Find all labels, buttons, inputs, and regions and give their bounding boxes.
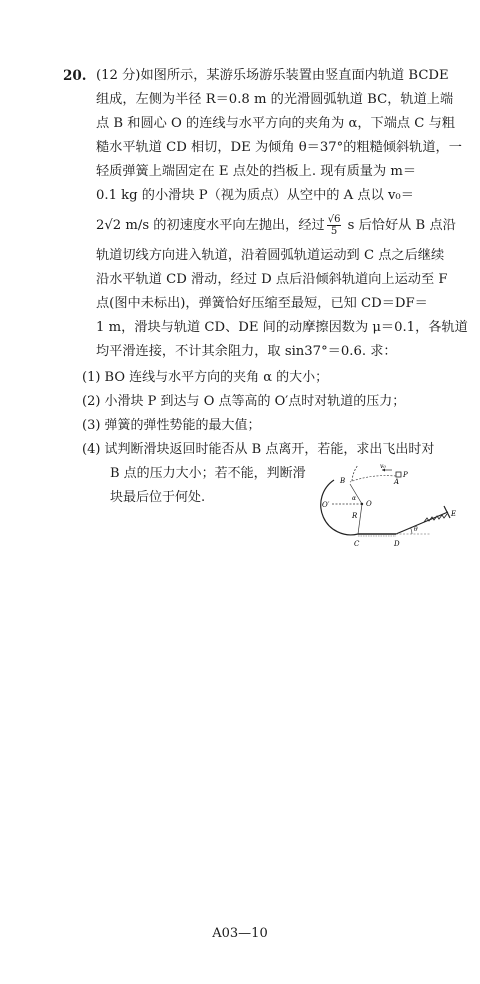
theta-arc [411,528,412,534]
question-line-12: 均平滑连接，不计其余阻力，取 sin37°＝0.6. 求： [96,344,397,359]
block-p [396,472,401,477]
sub-question-4-line-3: 块最后位于何处. [110,490,206,505]
question-number: 20. [63,68,87,84]
arc-dashed [352,465,358,481]
sub-question-3: (3) 弹簧的弹性势能的最大值； [82,418,261,433]
question-line-10: 点(图中未标出)，弹簧恰好压缩至最短，已知 CD＝DF＝ [96,296,428,311]
label-b: B [340,477,346,485]
time-fraction [327,214,342,237]
time-suffix-text: s 后恰好从 B 点沿 [343,218,456,233]
fraction-denominator: 5 [330,226,338,237]
question-line-5: 轻质弹簧上端固定在 E 点处的挡板上. 现有质量为 m＝ [96,164,417,179]
label-o-prime: O′ [322,501,330,509]
label-theta: θ [414,526,418,533]
sub-question-2: (2) 小滑块 P 到达与 O 点等高的 O′点时对轨道的压力； [82,394,406,409]
label-r: R [352,512,358,520]
label-d: D [394,540,400,548]
initial-speed-text: 2√2 m/s 的初速度水平向左抛出，经过 [96,218,325,233]
question-line-7 [96,212,456,240]
question-line-6: 0.1 kg 的小滑块 P（视为质点）从空中的 A 点以 v₀＝ [96,188,414,203]
question-line-4: 糙水平轨道 CD 相切，DE 为倾角 θ＝37°的粗糙倾斜轨道，一 [96,140,462,155]
question-line-9: 沿水平轨道 CD 滑动，经过 D 点后沿倾斜轨道向上运动至 F [96,272,448,287]
label-alpha: α [352,495,357,502]
page-footer: A03—10 [212,926,268,941]
label-v0: v₀ [380,463,386,470]
point-o [361,503,363,505]
question-line-8: 轨道切线方向进入轨道，沿着圆弧轨道运动到 C 点之后继续 [96,248,445,263]
radius-oc [358,504,362,534]
label-o: O [366,500,372,508]
question-line-2: 组成，左侧为半径 R＝0.8 m 的光滑圆弧轨道 BC，轨道上端 [96,92,454,107]
sub-question-4-line-2: B 点的压力大小；若不能，判断滑 [110,466,306,481]
label-c: C [354,540,360,548]
sub-question-4: (4) 试判断滑块返回时能否从 B 点离开，若能，求出飞出时对 [82,442,435,457]
label-e: E [451,510,457,518]
question-line-1: (12 分)如图所示，某游乐场游乐装置由竖直面内轨道 BCDE [96,68,449,83]
projectile-path [350,476,396,482]
track-diagram [312,460,462,560]
question-line-11: 1 m，滑块与轨道 CD、DE 间的动摩擦因数为 μ＝0.1，各轨道 [96,320,468,335]
fraction-numerator: √6 [327,214,341,225]
track-de [396,512,448,534]
question-line-3: 点 B 和圆心 O 的连线与水平方向的夹角为 α，下端点 C 与粗 [96,116,455,131]
label-p: P [403,471,408,479]
label-a: A [394,478,400,486]
sub-question-1: (1) BO 连线与水平方向的夹角 α 的大小； [82,370,329,385]
